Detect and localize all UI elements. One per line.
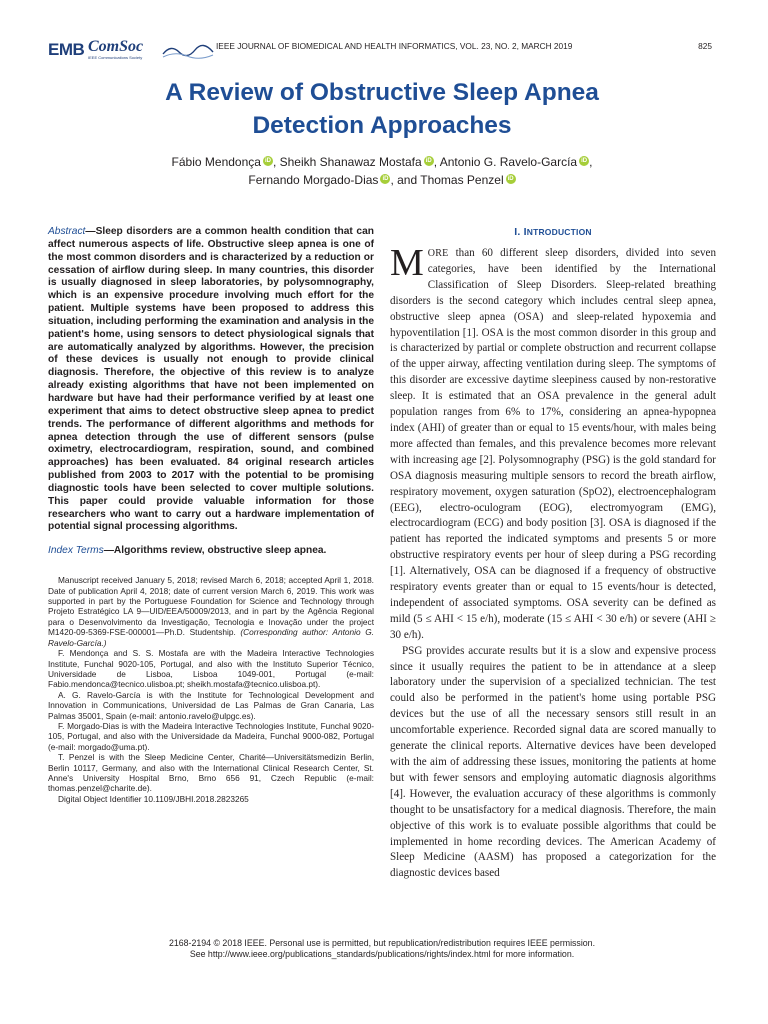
abstract bbox=[48, 226, 374, 534]
abstract-text: —Sleep disorders are a common health condition that can affect numerous aspects of life. Obstructive sleep apnea is one of the most common disorders and is characterized by a reduction or cessation of airflow during sleep. In many countries, this disorder is usually diagnosed in sleep laboratories, by polysomnography, which is an expensive procedure involving much effort for the patient. Multiple systems have been proposed to address this situation, including performing the examination and analysis in the patient's home, using sensors to detect physiological signals that are automatically analyzed by algorithms. However, the precision of these devices is usually not enough to provide clinical diagnosis. Therefore, the objective of this review is to analyze already existing algorithms that have not been implemented on hardware but have had their performance verified by at least one experiment that aims to detect obstructive sleep apnea to predict trends. The performance of different algorithms and methods for apnea detection through the use of different sensors (pulse oximetry, electrocardiogram, respiration, sound, and combined approaches) has been evaluated. 84 original research articles published from 2003 to 2017 with the potential to be promising diagnostic tools have been selected to cover multiple solutions. This paper could provide valuable information for those researchers who want to carry out a hardware implementation of potential signal processing algorithms. bbox=[48, 226, 374, 533]
rights-link-line[interactable]: See http://www.ieee.org/publications_standards/publications/rights/index.html for more information. bbox=[189, 949, 575, 959]
title-line-1: A Review of Obstructive Sleep Apnea bbox=[165, 79, 599, 106]
left-column bbox=[48, 226, 374, 804]
author-name: , Sheikh Shanawaz Mostafa bbox=[272, 155, 422, 169]
corresponding-author: (Corresponding author: Antonio G. Ravelo-García.) bbox=[48, 627, 374, 648]
comsoc-logo-subtitle: IEEE Communications Society bbox=[88, 55, 143, 60]
drop-cap: M bbox=[390, 242, 424, 284]
orcid-icon[interactable]: iD bbox=[507, 176, 514, 182]
emb-logo: EMB bbox=[48, 40, 85, 59]
footnote-received: Manuscript received January 5, 2018; revised March 6, 2018; accepted April 1, 2018. Date of publication April 4, 2018; date of current version March 6, 2019. This work was supported in part by the Portuguese Foundation for Science and Technology through Projeto Estratégico LA 9—UID/EEA/50009/2013, and in part by the Agência Regional para o Desenvolvimento da Investigação, Tecnologia e Inovação under the project M1420-09-5369-FSE-000001—Ph.D. Studentship. (Corresponding author: Antonio G. Ravelo-García.) bbox=[48, 575, 374, 648]
first-page-footnote bbox=[48, 575, 374, 804]
footnote-affiliation: F. Morgado-Dias is with the Madeira Interactive Technologies Institute, Funchal 9020-105, Portugal, and also with the Universidade da Madeira, Funchal 9000-082, Portugal (e-mail: morgado@uma.pt). bbox=[48, 720, 374, 752]
footnote-affiliation: T. Penzel is with the Sleep Medicine Center, Charité—Universitätsmedizin Berlin, Berlin 10117, Germany, and also with the International Clinical Research Center, St. Anne's University Hospital Brno, Brno 656 91, Czech Republic (e-mail: thomas.penzel@charite.de). bbox=[48, 752, 374, 794]
index-terms bbox=[48, 544, 374, 557]
copyright-line: 2168-2194 © 2018 IEEE. Personal use is permitted, but republication/redistribution requires IEEE permission. bbox=[168, 938, 596, 948]
abstract-label: Abstract bbox=[48, 226, 86, 237]
page-number: 825 bbox=[698, 41, 712, 51]
journal-citation: IEEE JOURNAL OF BIOMEDICAL AND HEALTH INFORMATICS, VOL. 23, NO. 2, MARCH 2019 bbox=[216, 41, 573, 51]
introduction-body bbox=[390, 242, 716, 882]
orcid-icon[interactable]: iD bbox=[382, 176, 389, 182]
index-terms-label: Index Terms bbox=[48, 545, 104, 557]
comsoc-logo: ComSoc bbox=[88, 38, 144, 55]
orcid-icon[interactable]: iD bbox=[264, 158, 271, 164]
footnote-affiliation: A. G. Ravelo-García is with the Institute for Technological Development and Innovation in Communications, Universidad de Las Palmas de Gran Canaria, Las Palmas 35001, Spain (e-mail: antonio.ravelo@ulpgc.es). bbox=[48, 689, 374, 721]
author-separator: , bbox=[589, 155, 593, 169]
author-name: Fernando Morgado-Dias bbox=[248, 173, 379, 187]
author-name: , and Thomas Penzel bbox=[390, 173, 504, 187]
paragraph: PSG provides accurate results but it is a slow and expensive process since it usually requires the patient to be in attendance at a sleep laboratory under the supervision of a specialized technician. The test could also be performed in the patient's home using portable PSG devices but the use of all the necessary sensors still result in an uncomfortable experience. Recorded signal data are scored manually to generate the clinical reports. Alternative devices have been developed with the aim of addressing these issues, monitoring the patients at home but with fewer sensors and employing automatic diagnosis algorithms [4]. However, the evaluation accuracy of these algorithms is commonly thought to be unsatisfactory for a medical diagnosis. Therefore, the main objective of this work is to evaluate possible algorithms that could be implemented in home recording devices. The American Academy of Sleep Medicine (AASM) has proposed a categorization for the diagnostic devices based bbox=[390, 644, 716, 880]
page-header bbox=[48, 38, 716, 64]
author-name: Fábio Mendonça bbox=[171, 155, 261, 169]
author-name: , Antonio G. Ravelo-García bbox=[433, 155, 578, 169]
paragraph: MORE than 60 different sleep disorders, divided into seven categories, have been identified by the International Classification of Sleep Disorders. Sleep-related breathing disorders is the second category which includes central sleep apnea, obstructive sleep apnea (OSA) and sleep-related hypoxemia and hypoventilation [1]. OSA is the most common disorder in this group and is characterized by partial or complete obstruction and recurrent collapse of the upper airway, affecting ventilation during sleep. The symptoms of this disorder are excessive daytime sleepiness caused by non-restorative sleep. It is estimated that an OSA prevalence in the general adult population ranges from 6% to 17%, considering an apnea-hypopnea index (AHI) of greater than or equal to 15 events/hour, with males being more affected than females, and this prevalence becomes more relevant with increasing age [2]. Polysomnography (PSG) is the gold standard for OSA diagnosis measuring multiple sensors to record the breath airflow, respiratory movement, oxygen saturation (SpO2), electroencephalogram (EEG), electro-oculogram (EOG), electromyogram (EMG), electrocardiogram (ECG) and body position [3]. OSA is diagnosed if the patient has reported the indicated symptoms and presents 5 or more obstructive respiratory events per hour of sleep during a PSG recording [1]. Alternatively, OSA can be diagnosed if a frequency of obstructive respiratory events greater than or equal to 15 events/hour is detected, independent of associated symptoms. OSA severity can be defined as mild (5 ≤ AHI < 15 e/h), moderate (15 ≤ AHI < 30 e/h) or severe (AHI ≥ 30 e/h). bbox=[390, 242, 716, 641]
footnote-affiliation: F. Mendonça and S. S. Mostafa are with the Madeira Interactive Technologies Institute, Funchal 9020-105, Portugal, and also with the Instituto Superior Técnico, Universidade de Lisboa, Lisboa 1049-001, Portugal (e-mail: Fabio.mendonca@tecnico.ulisboa.pt; sheikh.mostafa@tecnico.ulisboa.pt). bbox=[48, 648, 374, 690]
title-line-2: Detection Approaches bbox=[252, 112, 512, 139]
author-list bbox=[48, 153, 716, 189]
section-heading-introduction: I. INTRODUCTION bbox=[514, 226, 592, 238]
orcid-icon[interactable]: iD bbox=[581, 158, 588, 164]
doi[interactable]: Digital Object Identifier 10.1109/JBHI.2018.2823265 bbox=[58, 793, 249, 804]
paper-title bbox=[48, 76, 716, 142]
right-column bbox=[390, 226, 716, 882]
copyright-notice bbox=[48, 938, 716, 960]
index-terms-text: —Algorithms review, obstructive sleep apnea. bbox=[103, 545, 327, 557]
orcid-icon[interactable]: iD bbox=[425, 158, 432, 164]
